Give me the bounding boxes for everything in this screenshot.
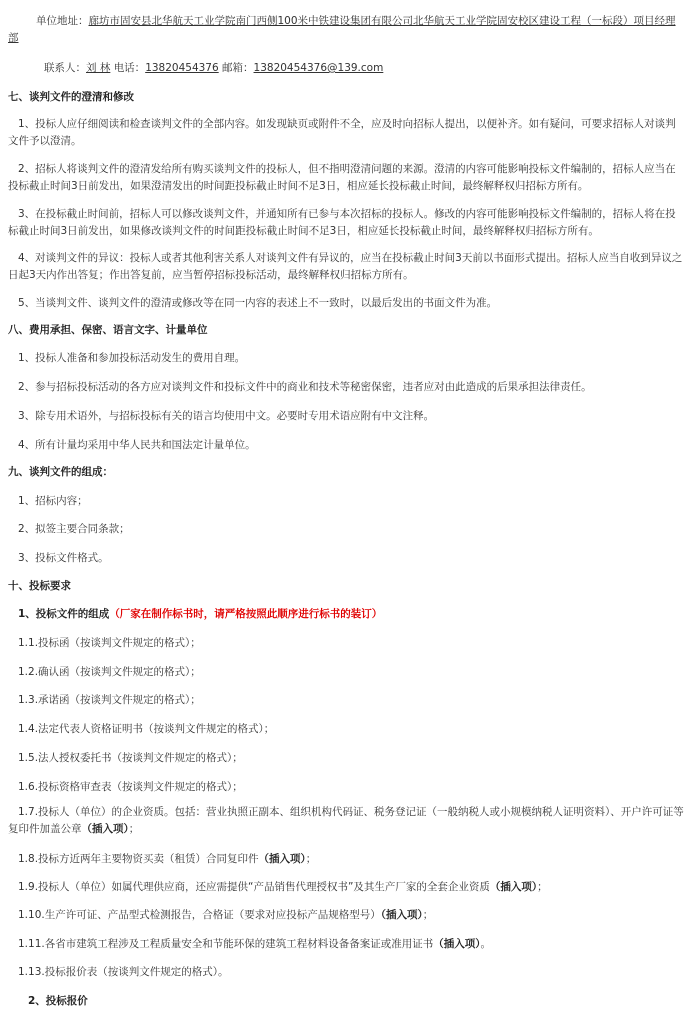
insert-tag: （插入项） [81, 823, 129, 835]
item-1-9 [18, 880, 691, 894]
item-1-10-text: 1.10.生产许可证、产品型式检测报告，合格证（要求对应投标产品规格型号） [18, 909, 381, 921]
item-1-1: 1.1.投标函（按谈判文件规定的格式）； [18, 637, 201, 649]
s8-p4: 4、所有计量均采用中华人民共和国法定计量单位。 [18, 439, 256, 451]
s7-p3: 3、在投标截止时间前，招标人可以修改谈判文件，并通知所有已参与本次招标的投标人。修改的内容可能影响投标文件编制的，招标人将在投标截止时间3日前发出，如果修改谈判文件的时间距投标截止时间不足3日，相应延长投标截止时间，最终解释权归招标方所有。 [8, 208, 676, 237]
sub2-title: 2、投标报价 [28, 995, 88, 1007]
section-10-title: 十、投标要求 [8, 580, 71, 592]
s9-p3: 3、投标文件格式。 [18, 552, 109, 564]
section-8-title: 八、费用承担、保密、语言文字、计量单位 [8, 324, 208, 336]
address-value: 廊坊市固安县北华航天工业学院南门西侧100米中铁建设集团有限公司北华航天工业学院固安校区建设工程（一标段）项目经理部 [8, 15, 676, 44]
item-1-11-text: 1.11.各省市建筑工程涉及工程质量安全和节能环保的建筑工程材料设备备案证或准用证书 [18, 938, 434, 950]
s7-p1: 1、投标人应仔细阅读和检查谈判文件的全部内容。如发现缺页或附件不全，应及时向招标人提出，以便补齐。如有疑问，可要求招标人对谈判文件予以澄清。 [8, 118, 676, 147]
s10-sub1 [18, 607, 691, 621]
item-1-9-end: ； [537, 881, 548, 893]
sub1-title: 1、投标文件的组成 [18, 608, 110, 620]
item-1-8-end: ； [305, 853, 317, 865]
item-1-8-text: 1.8.投标方近两年主要物资买卖（租赁）合同复印件 [18, 853, 259, 865]
email-value: 13820454376@139.com [253, 62, 384, 74]
item-1-3: 1.3.承诺函（按谈判文件规定的格式）； [18, 694, 201, 706]
item-1-6: 1.6.投标资格审查表（按谈判文件规定的格式）； [18, 781, 243, 793]
phone-value: 13820454376 [145, 62, 219, 74]
s7-p5: 5、当谈判文件、谈判文件的澄清或修改等在同一内容的表述上不一致时，以最后发出的书面文件为准。 [18, 297, 498, 309]
address-line [8, 13, 684, 47]
contact-person: 刘 林 [86, 62, 111, 74]
item-1-13: 1.13.投标报价表（按谈判文件规定的格式）。 [18, 966, 229, 978]
item-1-7 [8, 804, 684, 838]
item-1-10-end: ； [422, 909, 434, 921]
s9-p2: 2、拟签主要合同条款； [18, 523, 130, 535]
item-1-4: 1.4.法定代表人资格证明书（按谈判文件规定的格式）； [18, 723, 275, 735]
s7-p4: 4、对谈判文件的异议：投标人或者其他利害关系人对谈判文件有异议的，应当在投标截止时间3天前以书面形式提出。招标人应当自收到异议之日起3天内作出答复；作出答复前，应当暂停招标投标活动，最终解释权归招标方所有。 [8, 252, 683, 281]
item-1-11-end: 。 [480, 938, 491, 950]
insert-tag: （插入项） [380, 909, 423, 921]
s8-p3: 3、除专用术语外，与招标投标有关的语言均使用中文。必要时专用术语应附有中文注释。 [18, 410, 435, 422]
insert-tag: （插入项） [489, 881, 538, 893]
phone-label: 电话： [113, 62, 146, 74]
insert-tag: （插入项） [433, 938, 481, 950]
item-1-7-end: ； [128, 823, 140, 835]
s8-p1: 1、投标人准备和参加投标活动发生的费用自理。 [18, 352, 246, 364]
address-label: 单位地址： [36, 15, 89, 27]
s9-p1: 1、招标内容； [18, 495, 88, 507]
contact-person-label: 联系人： [44, 62, 86, 74]
section-7-title: 七、谈判文件的澄清和修改 [8, 91, 134, 103]
insert-tag: （插入项） [258, 853, 306, 865]
sub1-note: （厂家在制作标书时，请严格按照此顺序进行标书的装订） [109, 608, 383, 620]
item-1-7-text: 1.7.投标人（单位）的企业资质。包括：营业执照正副本、组织机构代码证、税务登记证（一般纳税人或小规模纳税人证明资料）、开户许可证等复印件加盖公章 [8, 806, 684, 835]
item-1-8 [18, 852, 691, 866]
item-1-9-text: 1.9.投标人（单位）如属代理供应商，还应需提供“产品销售代理授权书”及其生产厂家的全套企业资质 [18, 881, 490, 893]
item-1-2: 1.2.确认函（按谈判文件规定的格式）； [18, 666, 201, 678]
s7-p2: 2、招标人将谈判文件的澄清发给所有购买谈判文件的投标人，但不指明澄清问题的来源。澄清的内容可能影响投标文件编制的，招标人应当在投标截止时间3日前发出，如果澄清发出的时间距投标截止时间不足3日，相应延长投标截止时间，最终解释权归招标方所有。 [8, 163, 676, 192]
contact-line [44, 61, 691, 75]
item-1-11 [18, 937, 691, 951]
item-1-5: 1.5.法人授权委托书（按谈判文件规定的格式）； [18, 752, 243, 764]
email-label: 邮箱： [222, 62, 254, 74]
section-9-title: 九、谈判文件的组成： [8, 466, 113, 478]
s8-p2: 2、参与招标投标活动的各方应对谈判文件和投标文件中的商业和技术等秘密保密，违者应对由此造成的后果承担法律责任。 [18, 381, 592, 393]
item-1-10 [18, 908, 691, 922]
